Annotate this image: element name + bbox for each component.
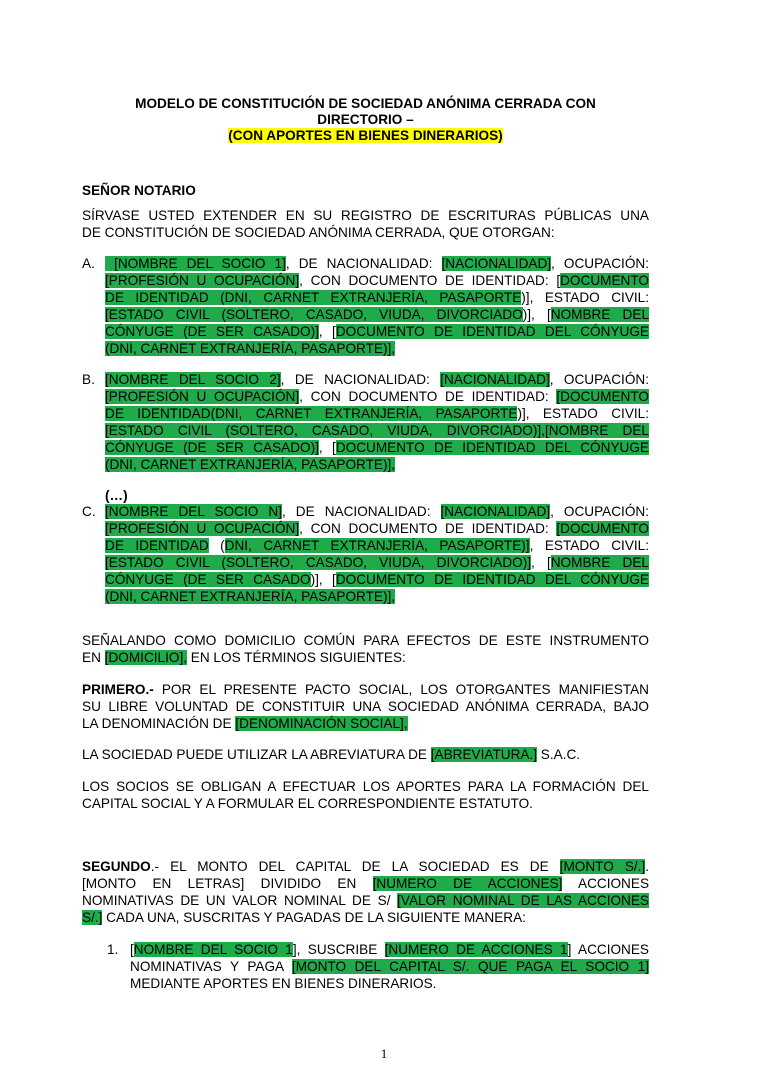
party-a-line-2: [PROFESIÓN U OCUPACIÓN], CON DOCUMENTO DE IDENTIDAD: [DOCUMENTO [105,273,649,288]
partners-obligation-line-2: CAPITAL SOCIAL Y A FORMULAR EL CORRESPONDIENTE ESTATUTO. [82,796,533,811]
party-a-marker: A. [82,256,95,271]
domicile-line-2: EN [DOMICILIO], EN LOS TÉRMINOS SIGUIENTES: [82,650,406,665]
document-title-line-3 [82,127,649,144]
page-number: 1 [380,1046,388,1061]
list-item-number: 1. [107,942,119,957]
clause-second-line-4: S/.] CADA UNA, SUSCRITAS Y PAGADAS DE LA SIGUIENTE MANERA: [82,910,526,925]
addressee-heading: SEÑOR NOTARIO [82,183,196,198]
party-c-line-5: CÓNYUGE (DE SER CASADO)], [DOCUMENTO DE IDENTIDAD DEL CÓNYUGE [105,572,649,587]
list-item-line-2: NOMINATIVAS Y PAGA [MONTO DEL CAPITAL S/. QUE PAGA EL SOCIO 1] [130,959,649,974]
clause-second-line-3: NOMINATIVAS DE UN VALOR NOMINAL DE S/ [VALOR NOMINAL DE LAS ACCIONES [82,893,649,908]
more-parties-ellipsis: (…) [105,488,128,503]
party-a-line-1: A. [NOMBRE DEL SOCIO 1], DE NACIONALIDAD: [NACIONALIDAD], OCUPACIÓN: [82,256,649,271]
abbreviation-line: LA SOCIEDAD PUEDE UTILIZAR LA ABREVIATURA DE [ABREVIATURA.] S.A.C. [82,747,581,762]
party-c-line-1: C. [NOMBRE DEL SOCIO N], DE NACIONALIDAD: [NACIONALIDAD], OCUPACIÓN: [82,504,649,519]
party-a-line-6: (DNI, CARNET EXTRANJERÍA, PASAPORTE)], [105,341,396,356]
highlighted-subtitle: (CON APORTES EN BIENES DINERARIOS) [228,128,503,143]
party-b-line-5: CÓNYUGE (DE SER CASADO)], [DOCUMENTO DE IDENTIDAD DEL CÓNYUGE [105,440,649,455]
list-item-line-3: MEDIANTE APORTES EN BIENES DINERARIOS. [130,976,437,991]
intro-line-2: DE CONSTITUCIÓN DE SOCIEDAD ANÓNIMA CERRADA, QUE OTORGAN: [82,225,555,240]
party-c-line-2: [PROFESIÓN U OCUPACIÓN], CON DOCUMENTO DE IDENTIDAD: [DOCUMENTO [105,521,649,536]
clause-first-line-3: LA DENOMINACIÓN DE [DENOMINACIÓN SOCIAL], [82,716,408,731]
party-c-line-4: [ESTADO CIVIL (SOLTERO, CASADO, VIUDA, DIVORCIADO)], [NOMBRE DEL [105,555,649,570]
clause-second-line-1: SEGUNDO.- EL MONTO DEL CAPITAL DE LA SOCIEDAD ES DE [MONTO S/.]. [82,859,650,874]
party-a-line-5: CÓNYUGE (DE SER CASADO)], [DOCUMENTO DE IDENTIDAD DEL CÓNYUGE [105,324,649,339]
intro-line-1: SÍRVASE USTED EXTENDER EN SU REGISTRO DE ESCRITURAS PÚBLICAS UNA [82,208,649,223]
clause-first-line-1: PRIMERO.- POR EL PRESENTE PACTO SOCIAL, LOS OTORGANTES MANIFIESTAN [82,682,649,697]
clause-second-line-2: [MONTO EN LETRAS] DIVIDIDO EN [NUMERO DE ACCIONES] ACCIONES [82,876,650,891]
clause-first-line-2: SU LIBRE VOLUNTAD DE CONSTITUIR UNA SOCIEDAD ANÓNIMA CERRADA, BAJO [82,699,649,714]
document-title-line-2: DIRECTORIO – [317,112,414,127]
clause-second-label: SEGUNDO [82,859,151,874]
domicile-line-1: SEÑALANDO COMO DOMICILIO COMÚN PARA EFECTOS DE ESTE INSTRUMENTO [82,633,649,648]
partners-obligation-line-1: LOS SOCIOS SE OBLIGAN A EFECTUAR LOS APORTES PARA LA FORMACIÓN DEL [82,779,649,794]
party-b-line-2: [PROFESIÓN U OCUPACIÓN], CON DOCUMENTO DE IDENTIDAD: [DOCUMENTO [105,389,649,404]
party-c-line-3: DE IDENTIDAD (DNI, CARNET EXTRANJERÍA, PASAPORTE)], ESTADO CIVIL: [105,538,650,553]
document-title-line-1: MODELO DE CONSTITUCIÓN DE SOCIEDAD ANÓNIMA CERRADA CON [135,96,596,111]
party-b-marker: B. [82,372,95,387]
party-a-line-4: [ESTADO CIVIL (SOLTERO, CASADO, VIUDA, DIVORCIADO)], [NOMBRE DEL [105,307,650,322]
party-b-line-3: DE IDENTIDAD(DNI, CARNET EXTRANJERÍA, PASAPORTE)], ESTADO CIVIL: [105,406,650,421]
party-a-line-3: DE IDENTIDAD (DNI, CARNET EXTRANJERÍA, PASAPORTE)], ESTADO CIVIL: [105,290,649,305]
list-item-line-1: [NOMBRE DEL SOCIO 1], SUSCRIBE [NUMERO DE ACCIONES 1] ACCIONES [130,942,649,957]
party-c-line-6: (DNI, CARNET EXTRANJERÍA, PASAPORTE)], [105,589,396,604]
party-c-marker: C. [82,504,96,519]
clause-first-label: PRIMERO.- [82,682,154,697]
party-b-line-1: B. [NOMBRE DEL SOCIO 2], DE NACIONALIDAD: [NACIONALIDAD], OCUPACIÓN: [82,372,649,387]
party-b-line-6: (DNI, CARNET EXTRANJERÍA, PASAPORTE)], [105,457,396,472]
party-b-line-4: [ESTADO CIVIL (SOLTERO, CASADO, VIUDA, DIVORCIADO)],[NOMBRE DEL [105,423,649,438]
